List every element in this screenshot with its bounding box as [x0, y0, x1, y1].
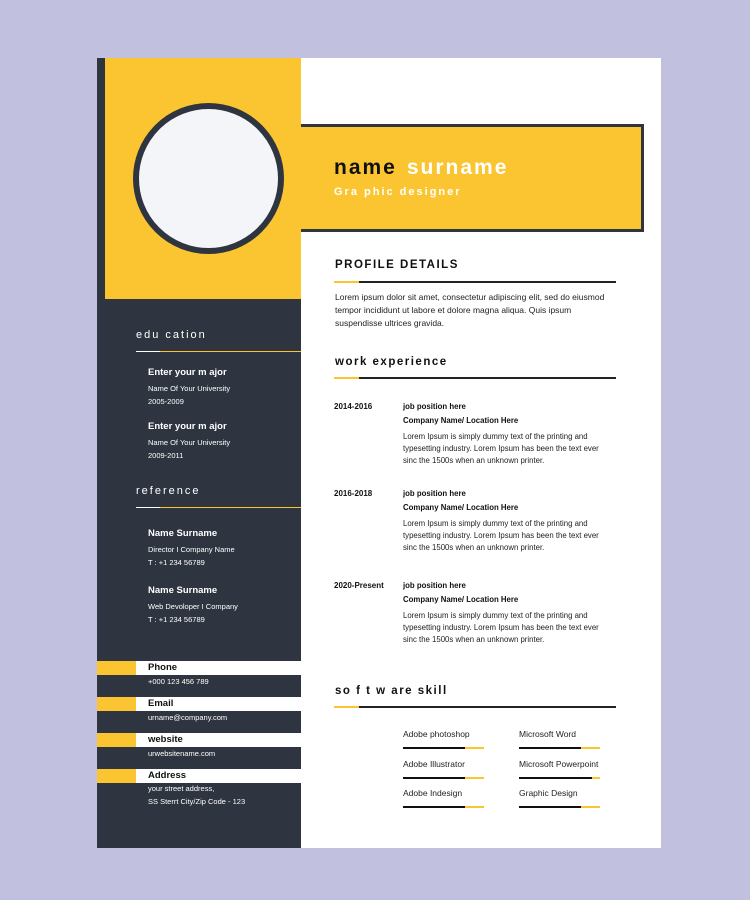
skill-name: Adobe Indesign: [403, 788, 463, 798]
skill-name: Adobe Illustrator: [403, 758, 465, 769]
address-label: Address: [148, 770, 187, 781]
work-item: job position here Company Name/ Location Here Lorem Ipsum is simply dummy text of the printing and typesetting industry. Lorem Ipsum has been the text ever sinc the 1500s when an unknown printer.: [403, 489, 599, 552]
skill-name: Microsoft Powerpoint: [519, 758, 599, 769]
divider: [334, 706, 616, 708]
skill-name: Graphic Design: [519, 788, 578, 798]
profile-heading: PROFILE DETAILS: [335, 259, 459, 271]
email-label: Email: [148, 698, 174, 709]
work-item: job position here Company Name/ Location Here Lorem Ipsum is simply dummy text of the printing and typesetting industry. Lorem Ipsum has been the text ever sinc the 1500s when an unknown printer.: [403, 402, 599, 465]
skill-level-bar: [403, 747, 484, 749]
reference-item: Name Surname Director I Company Name T : +1 234 56789: [148, 528, 235, 567]
website-label: website: [148, 734, 183, 745]
education-item: Enter your m ajor Name Of Your University 2009-2011: [148, 421, 231, 460]
skill-level-bar: [519, 777, 600, 779]
divider: [136, 351, 301, 352]
last-name: surname: [406, 156, 509, 179]
email-value: urname@company.com: [148, 713, 228, 722]
work-years: 2016-2018: [334, 489, 373, 498]
work-years: 2020-Present: [334, 581, 384, 590]
reference-heading: reference: [136, 485, 201, 497]
reference-item: Name Surname Web Devoloper I Company T : +1 234 56789: [148, 585, 238, 624]
address-line-1: your street address,: [148, 784, 215, 793]
skill-name: Microsoft Word: [519, 729, 576, 739]
skill-level-bar: [403, 777, 484, 779]
profile-photo-placeholder: [133, 103, 284, 254]
divider: [334, 281, 616, 283]
skill-level-bar: [519, 747, 600, 749]
education-item: Enter your m ajor Name Of Your University 2005-2009: [148, 367, 231, 406]
phone-value: +000 123 456 789: [148, 677, 209, 686]
contact-strip: [97, 661, 301, 675]
work-years: 2014-2016: [334, 402, 373, 411]
address-line-2: SS Sterrt City/Zip Code - 123: [148, 797, 246, 806]
skill-level-bar: [403, 806, 484, 808]
skill-level-bar: [519, 806, 600, 808]
work-item: job position here Company Name/ Location Here Lorem Ipsum is simply dummy text of the printing and typesetting industry. Lorem Ipsum has been the text ever sinc the 1500s when an unknown printer.: [403, 581, 599, 644]
full-name: [334, 156, 508, 180]
job-title: Gra phic designer: [334, 186, 462, 198]
contact-strip: [97, 697, 301, 711]
contact-strip: [97, 769, 301, 783]
phone-label: Phone: [148, 662, 178, 673]
website-value: urwebsitename.com: [148, 749, 216, 758]
skills-heading: so f t w are skill: [335, 685, 448, 697]
divider: [136, 507, 301, 508]
first-name: name: [334, 156, 397, 179]
profile-text: Lorem ipsum dolor sit amet, consectetur adipiscing elit, sed do eiusmod tempor incididunt ut labore et dolore magna aliqua. Quis ipsum suspendisse ultrices gravida.: [335, 292, 605, 328]
education-heading: edu cation: [136, 329, 207, 341]
divider: [334, 377, 616, 379]
work-heading: work experience: [335, 356, 448, 368]
contact-strip: [97, 733, 301, 747]
skill-name: Adobe photoshop: [403, 729, 470, 739]
